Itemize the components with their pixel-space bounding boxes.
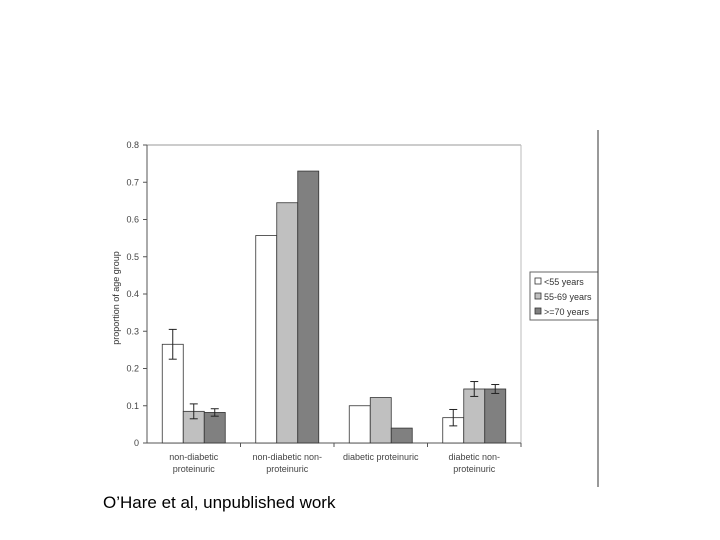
legend-swatch-2	[535, 293, 541, 299]
legend-label-2: 55-69 years	[544, 292, 592, 302]
y-tick-label: 0.5	[126, 251, 139, 262]
legend-label-1: <55 years	[544, 277, 584, 287]
bar-3-cat-1	[204, 412, 225, 443]
category-label: non-diabetic	[169, 452, 219, 462]
bar-1-cat-3	[349, 406, 370, 443]
legend-swatch-1	[535, 278, 541, 284]
bar-3-cat-2	[298, 171, 319, 443]
y-tick-label: 0.3	[126, 326, 139, 337]
y-tick-label: 0.1	[126, 400, 139, 411]
bar-2-cat-2	[277, 203, 298, 443]
legend-swatch-3	[535, 308, 541, 314]
y-tick-label: 0.8	[126, 140, 139, 150]
caption: O’Hare et al, unpublished work	[103, 493, 336, 512]
y-tick-label: 0.6	[126, 214, 139, 225]
y-axis-title: proportion of age group	[111, 251, 121, 345]
category-label: proteinuric	[172, 464, 215, 474]
category-label: non-diabetic non-	[252, 452, 323, 462]
plot-area	[111, 130, 598, 487]
y-tick-label: 0.2	[126, 363, 139, 374]
y-tick-label: 0.4	[126, 289, 139, 299]
category-label: proteinuric	[266, 464, 309, 474]
category-label: diabetic proteinuric	[342, 452, 419, 462]
category-label: proteinuric	[453, 464, 496, 474]
bar-3-cat-3	[391, 428, 412, 443]
legend-label-3: >=70 years	[544, 307, 590, 317]
bar-2-cat-3	[370, 398, 391, 443]
bar-1-cat-2	[256, 236, 277, 443]
bar-2-cat-4	[464, 389, 485, 443]
y-tick-label: 0.7	[126, 177, 139, 188]
bar-3-cat-4	[485, 389, 506, 443]
category-label: diabetic non-	[448, 452, 501, 462]
y-tick-label: 0	[133, 438, 139, 448]
